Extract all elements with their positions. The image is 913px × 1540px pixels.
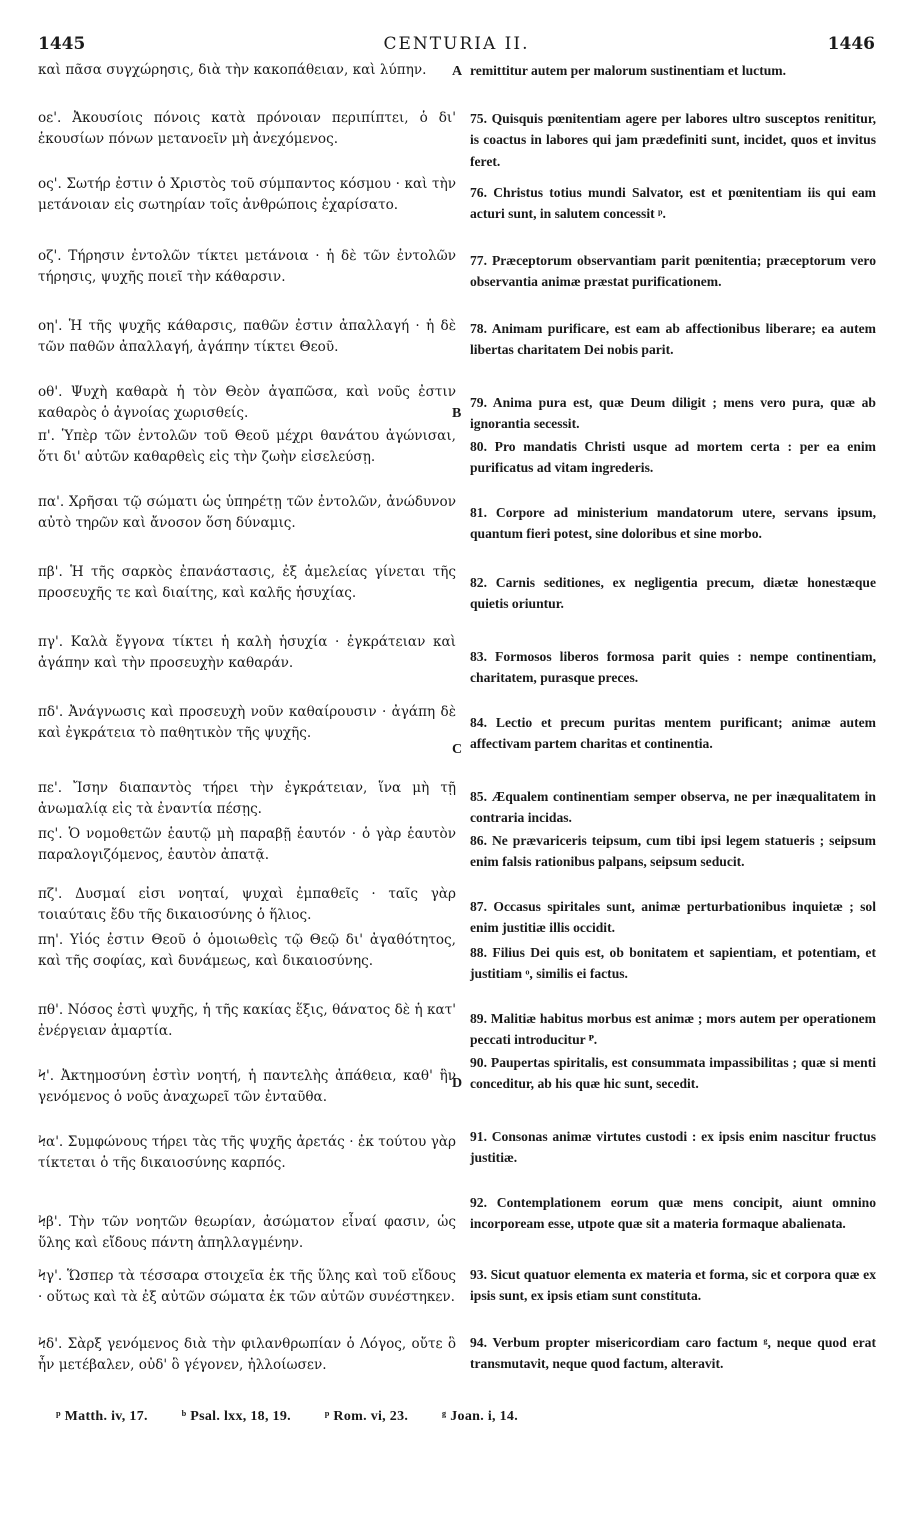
latin-paragraph: 89. Malitiæ habitus morbus est animæ ; mors autem per operationem peccati introducitur ᴾ.	[470, 1011, 876, 1048]
latin-paragraph: 79. Anima pura est, quæ Deum diligit ; mens vero pura, quæ ab ignorantia secessit.	[470, 395, 876, 432]
latin-paragraph: 92. Contemplationem eorum quæ mens concipit, aiunt omnino incorpoream esse, utpote quæ sit a materia formaque abalienata.	[470, 1195, 876, 1232]
latin-paragraph: 80. Pro mandatis Christi usque ad mortem certa : per ea enim purificatus ad vitam ingrederis.	[470, 439, 876, 476]
latin-paragraph: 75. Quisquis pœnitentiam agere per labores ultro susceptos renititur, is coactus in labores qui jam prædefiniti sunt, incidet, quos et invitus feret.	[470, 111, 876, 169]
latin-paragraph: remittitur autem per malorum sustinentiam et luctum.	[470, 63, 787, 78]
latin-paragraph: 93. Sicut quatuor elementa ex materia et forma, sic et corpora quæ ex ipsis sunt, ex ipsis etiam sunt constituta.	[470, 1267, 876, 1304]
greek-paragraph: καὶ πᾶσα συγχώρησις, διὰ τὴν κακοπάθειαν, καὶ λύπην.	[38, 62, 427, 78]
page-number-left: 1445	[38, 34, 86, 54]
greek-paragraph: πδ'. Ἀνάγνωσις καὶ προσευχὴ νοῦν καθαίρουσιν · ἀγάπη δὲ καὶ ἐγκράτεια τὸ παθητικὸν τῆς ψυχῆς.	[38, 704, 456, 742]
greek-paragraph: οε'. Ἀκουσίοις πόνοις κατὰ πρόνοιαν περιπίπτει, ὁ δι' ἑκουσίων πόνων μετανοεῖν μὴ ἀνεχόμενος.	[38, 110, 456, 148]
greek-paragraph: πθ'. Νόσος ἐστὶ ψυχῆς, ἡ τῆς κακίας ἕξις, θάνατος δὲ ἡ κατ' ἐνέργειαν ἁμαρτία.	[38, 1002, 456, 1040]
latin-paragraph: 87. Occasus spiritales sunt, animæ perturbationibus inquietæ ; sol enim justitiæ illis occidit.	[470, 899, 876, 936]
greek-paragraph: πγ'. Καλὰ ἔγγονα τίκτει ἡ καλὴ ἡσυχία · ἐγκράτειαν καὶ ἀγάπην καὶ τὴν προσευχὴν καθαράν.	[38, 634, 456, 672]
greek-paragraph: πς'. Ὁ νομοθετῶν ἑαυτῷ μὴ παραβῇ ἑαυτόν · ὁ γὰρ ἑαυτὸν παραλογιζόμενος, ἑαυτὸν ἀπατᾷ.	[38, 826, 456, 864]
margin-marker: C	[452, 742, 463, 757]
greek-paragraph: Ϟβ'. Τὴν τῶν νοητῶν θεωρίαν, ἀσώματον εἶναί φασιν, ὡς ὕλης καὶ εἴδους πάντη ἀπηλλαγμένην.	[38, 1214, 456, 1252]
footnote: ᵇ Psal. lxx, 18, 19.	[181, 1409, 291, 1424]
latin-paragraph: 78. Animam purificare, est eam ab affectionibus liberare; ea autem libertas charitatem Dei nobis parit.	[470, 321, 876, 358]
page-number-right: 1446	[827, 34, 875, 54]
latin-paragraph: 86. Ne prævariceris teipsum, cum tibi ipsi legem statueris ; seipsum enim falsis rationibus palpans, seipsum seducit.	[470, 833, 876, 870]
footnote: ᵖ Rom. vi, 23.	[324, 1409, 409, 1424]
greek-paragraph: πβ'. Ἡ τῆς σαρκὸς ἐπανάστασις, ἐξ ἀμελείας γίνεται τῆς προσευχῆς τε καὶ διαίτης, καὶ καλῆς ἡσυχίας.	[38, 564, 456, 602]
greek-paragraph: Ϟγ'. Ὥσπερ τὰ τέσσαρα στοιχεῖα ἐκ τῆς ὕλης καὶ τοῦ εἴδους · οὕτως καὶ τὰ ἐξ αὐτῶν σώματα ἐκ τῶν αὐτῶν συνέστηκεν.	[38, 1268, 456, 1306]
margin-marker: D	[452, 1076, 463, 1091]
greek-column	[38, 60, 456, 1540]
margin-marker: B	[452, 406, 462, 421]
latin-paragraph: 94. Verbum propter misericordiam caro factum ᵍ, neque quod erat transmutavit, neque quod factum, alteravit.	[470, 1335, 876, 1372]
footnotes	[56, 1409, 873, 1425]
greek-paragraph: Ϟ'. Ἀκτημοσύνη ἐστὶν νοητή, ἡ παντελὴς ἀπάθεια, καθ' ἣν γενόμενος ὁ νοῦς ἀναχωρεῖ τῶν ἐνταῦθα.	[38, 1068, 456, 1106]
greek-paragraph: οη'. Ἡ τῆς ψυχῆς κάθαρσις, παθῶν ἐστιν ἀπαλλαγή · ἡ δὲ τῶν παθῶν ἀπαλλαγή, ἀγάπην τίκτει Θεοῦ.	[38, 318, 456, 356]
greek-paragraph: πα'. Χρῆσαι τῷ σώματι ὡς ὑπηρέτῃ τῶν ἐντολῶν, ἀνώδυνον αὐτὸ τηρῶν καὶ ἄνοσον ὅση δύναμις.	[38, 494, 456, 532]
latin-paragraph: 90. Paupertas spiritalis, est consummata impassibilitas ; quæ si menti conceditur, ab his quæ hic sunt, secedit.	[470, 1055, 876, 1092]
greek-paragraph: οθ'. Ψυχὴ καθαρὰ ἡ τὸν Θεὸν ἀγαπῶσα, καὶ νοῦς ἐστιν καθαρὸς ὁ ἀγνοίας χωρισθείς.	[38, 384, 456, 422]
greek-paragraph: π'. Ὑπὲρ τῶν ἐντολῶν τοῦ Θεοῦ μέχρι θανάτου ἀγώνισαι, ὅτι δι' αὐτῶν καθαρθεὶς εἰς τὴν ζωὴν εἰσελεύσῃ.	[38, 428, 456, 466]
greek-paragraph: οζ'. Τήρησιν ἐντολῶν τίκτει μετάνοια · ἡ δὲ τῶν ἐντολῶν τήρησις, ψυχῆς ποιεῖ τὴν κάθαρσιν.	[38, 248, 456, 286]
latin-paragraph: 82. Carnis seditiones, ex negligentia precum, diætæ honestæque quietis oriuntur.	[470, 575, 876, 612]
greek-paragraph: Ϟα'. Συμφώνους τήρει τὰς τῆς ψυχῆς ἀρετάς · ἐκ τούτου γὰρ τίκτεται ὁ τῆς δικαιοσύνης καρπός.	[38, 1134, 456, 1172]
greek-paragraph: πη'. Υἱός ἐστιν Θεοῦ ὁ ὁμοιωθεὶς τῷ Θεῷ δι' ἀγαθότητος, καὶ τῆς σοφίας, καὶ δυνάμεως, καὶ δικαιοσύνης.	[38, 932, 456, 970]
greek-paragraph: πζ'. Δυσμαί εἰσι νοηταί, ψυχαὶ ἐμπαθεῖς · ταῖς γὰρ τοιαύταις ἔδυ τῆς δικαιοσύνης ὁ ἥλιος.	[38, 886, 456, 924]
latin-paragraph: 91. Consonas animæ virtutes custodi : ex ipsis enim nascitur fructus justitiæ.	[470, 1129, 876, 1166]
latin-paragraph: 76. Christus totius mundi Salvator, est et pœnitentiam iis qui eam acturi sunt, in salutem concessit ᵖ.	[470, 185, 876, 222]
latin-paragraph: 83. Formosos liberos formosa parit quies : nempe continentiam, charitatem, purasque preces.	[470, 649, 876, 686]
running-title: CENTURIA II.	[383, 34, 530, 54]
footnote: ᵖ Matth. iv, 17.	[56, 1409, 148, 1424]
latin-paragraph: 81. Corpore ad ministerium mandatorum utere, servans ipsum, quantum fieri potest, sine doloribus et sine morbo.	[470, 505, 876, 542]
latin-paragraph: 84. Lectio et precum puritas mentem purificant; animæ autem affectivam partem charitas et continentia.	[470, 715, 876, 752]
latin-paragraph: 88. Filius Dei quis est, ob bonitatem et sapientiam, et potentiam, et justitiam ᵒ, similis ei factus.	[470, 945, 876, 982]
greek-paragraph: Ϟδ'. Σὰρξ γενόμενος διὰ τὴν φιλανθρωπίαν ὁ Λόγος, οὔτε ὃ ἦν μετέβαλεν, οὐδ' ὃ γέγονεν, ἠλλοίωσεν.	[38, 1336, 456, 1374]
page-header	[38, 34, 875, 60]
latin-paragraph: 77. Præceptorum observantiam parit pœnitentia; præceptorum vero observantia animæ præstat purificationem.	[470, 253, 876, 290]
greek-paragraph: πε'. Ἴσην διαπαντὸς τήρει τὴν ἐγκράτειαν, ἵνα μὴ τῇ ἀνωμαλίᾳ εἰς τὰ ἐναντία πέσῃς.	[38, 780, 456, 818]
latin-column	[470, 60, 876, 1540]
greek-paragraph: ος'. Σωτήρ ἐστιν ὁ Χριστὸς τοῦ σύμπαντος κόσμου · καὶ τὴν μετάνοιαν εἰς σωτηρίαν τοῖς ἀνθρώποις ἐχαρίσατο.	[38, 176, 456, 214]
margin-marker: A	[452, 64, 463, 79]
footnote: ᵍ Joan. i, 14.	[442, 1409, 519, 1424]
latin-paragraph: 85. Æqualem continentiam semper observa, ne per inæqualitatem in contraria incidas.	[470, 789, 876, 826]
